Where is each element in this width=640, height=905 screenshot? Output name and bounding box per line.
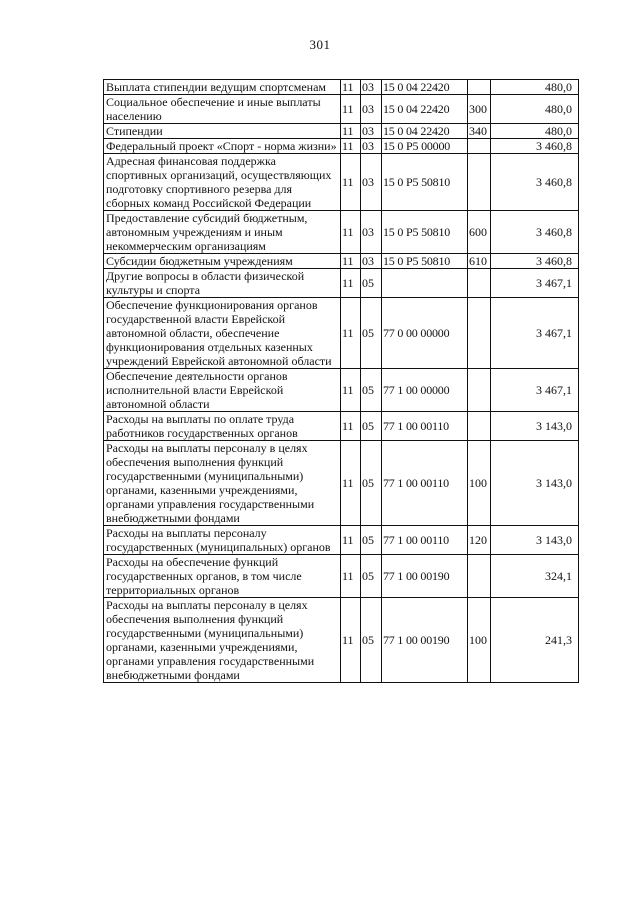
section-code-cell: 11 bbox=[341, 412, 361, 441]
row-name-cell: Адресная финансовая поддержка спортивных организаций, осуществляющих подготовку спортивного резерва для сборных команд Российской Федерации bbox=[104, 154, 341, 211]
section-code-cell: 11 bbox=[341, 526, 361, 555]
expense-type-code-cell: 610 bbox=[468, 254, 491, 269]
target-article-code-cell: 15 0 04 22420 bbox=[382, 124, 468, 139]
page-number: 301 bbox=[309, 37, 331, 52]
section-code-cell: 11 bbox=[341, 124, 361, 139]
target-article-code-cell: 77 0 00 00000 bbox=[382, 298, 468, 369]
target-article-code-cell: 15 0 P5 00000 bbox=[382, 139, 468, 154]
amount-cell: 3 460,8 bbox=[491, 154, 579, 211]
table-row bbox=[104, 412, 579, 441]
table-row bbox=[104, 269, 579, 298]
amount-cell: 480,0 bbox=[491, 95, 579, 124]
amount-cell: 3 143,0 bbox=[491, 441, 579, 526]
amount-cell: 3 467,1 bbox=[491, 298, 579, 369]
expense-type-code-cell: 120 bbox=[468, 526, 491, 555]
subsection-code-cell: 03 bbox=[361, 80, 382, 95]
expense-type-code-cell bbox=[468, 269, 491, 298]
expense-type-code-cell: 600 bbox=[468, 211, 491, 254]
target-article-code-cell: 15 0 04 22420 bbox=[382, 80, 468, 95]
amount-cell: 3 467,1 bbox=[491, 269, 579, 298]
expense-type-code-cell bbox=[468, 154, 491, 211]
subsection-code-cell: 03 bbox=[361, 95, 382, 124]
subsection-code-cell: 05 bbox=[361, 441, 382, 526]
section-code-cell: 11 bbox=[341, 555, 361, 598]
target-article-code-cell: 77 1 00 00000 bbox=[382, 369, 468, 412]
budget-table bbox=[103, 79, 579, 683]
expense-type-code-cell: 100 bbox=[468, 441, 491, 526]
row-name-cell: Другие вопросы в области физической культуры и спорта bbox=[104, 269, 341, 298]
section-code-cell: 11 bbox=[341, 95, 361, 124]
amount-cell: 3 143,0 bbox=[491, 412, 579, 441]
table-row bbox=[104, 555, 579, 598]
amount-cell: 3 467,1 bbox=[491, 369, 579, 412]
amount-cell: 480,0 bbox=[491, 124, 579, 139]
table-row bbox=[104, 369, 579, 412]
row-name-cell: Расходы на выплаты персоналу государственных (муниципальных) органов bbox=[104, 526, 341, 555]
row-name-cell: Расходы на выплаты по оплате труда работников государственных органов bbox=[104, 412, 341, 441]
subsection-code-cell: 05 bbox=[361, 555, 382, 598]
row-name-cell: Расходы на обеспечение функций государственных органов, в том числе территориальных органов bbox=[104, 555, 341, 598]
target-article-code-cell: 77 1 00 00110 bbox=[382, 441, 468, 526]
target-article-code-cell: 77 1 00 00190 bbox=[382, 555, 468, 598]
row-name-cell: Обеспечение функционирования органов государственной власти Еврейской автономной области, обеспечение функционирования отдельных казенных учреждений Еврейской автономной области bbox=[104, 298, 341, 369]
expense-type-code-cell bbox=[468, 298, 491, 369]
amount-cell: 3 460,8 bbox=[491, 139, 579, 154]
section-code-cell: 11 bbox=[341, 211, 361, 254]
amount-cell: 241,3 bbox=[491, 598, 579, 683]
row-name-cell: Расходы на выплаты персоналу в целях обеспечения выполнения функций государственными (муниципальными) органами, казенными учреждениями, органами управления государственными внебюджетными фондами bbox=[104, 441, 341, 526]
amount-cell: 3 143,0 bbox=[491, 526, 579, 555]
expense-type-code-cell: 340 bbox=[468, 124, 491, 139]
section-code-cell: 11 bbox=[341, 269, 361, 298]
expense-type-code-cell bbox=[468, 412, 491, 441]
row-name-cell: Социальное обеспечение и иные выплаты населению bbox=[104, 95, 341, 124]
target-article-code-cell: 15 0 P5 50810 bbox=[382, 154, 468, 211]
table-row bbox=[104, 154, 579, 211]
expense-type-code-cell: 100 bbox=[468, 598, 491, 683]
amount-cell: 3 460,8 bbox=[491, 211, 579, 254]
target-article-code-cell: 77 1 00 00190 bbox=[382, 598, 468, 683]
table-row bbox=[104, 80, 579, 95]
subsection-code-cell: 03 bbox=[361, 211, 382, 254]
section-code-cell: 11 bbox=[341, 441, 361, 526]
expense-type-code-cell bbox=[468, 80, 491, 95]
row-name-cell: Обеспечение деятельности органов исполнительной власти Еврейской автономной области bbox=[104, 369, 341, 412]
row-name-cell: Выплата стипендии ведущим спортсменам bbox=[104, 80, 341, 95]
table-row bbox=[104, 211, 579, 254]
subsection-code-cell: 05 bbox=[361, 598, 382, 683]
subsection-code-cell: 03 bbox=[361, 154, 382, 211]
expense-type-code-cell bbox=[468, 555, 491, 598]
row-name-cell: Субсидии бюджетным учреждениям bbox=[104, 254, 341, 269]
subsection-code-cell: 05 bbox=[361, 298, 382, 369]
table-row bbox=[104, 254, 579, 269]
section-code-cell: 11 bbox=[341, 80, 361, 95]
expense-type-code-cell bbox=[468, 139, 491, 154]
row-name-cell: Предоставление субсидий бюджетным, автономным учреждениям и иным некоммерческим организациям bbox=[104, 211, 341, 254]
row-name-cell: Стипендии bbox=[104, 124, 341, 139]
subsection-code-cell: 03 bbox=[361, 124, 382, 139]
amount-cell: 324,1 bbox=[491, 555, 579, 598]
table-row bbox=[104, 598, 579, 683]
expense-type-code-cell bbox=[468, 369, 491, 412]
amount-cell: 480,0 bbox=[491, 80, 579, 95]
section-code-cell: 11 bbox=[341, 598, 361, 683]
subsection-code-cell: 05 bbox=[361, 412, 382, 441]
target-article-code-cell: 77 1 00 00110 bbox=[382, 412, 468, 441]
subsection-code-cell: 05 bbox=[361, 369, 382, 412]
section-code-cell: 11 bbox=[341, 298, 361, 369]
subsection-code-cell: 05 bbox=[361, 269, 382, 298]
expense-type-code-cell: 300 bbox=[468, 95, 491, 124]
row-name-cell: Федеральный проект «Спорт - норма жизни» bbox=[104, 139, 341, 154]
subsection-code-cell: 03 bbox=[361, 139, 382, 154]
table-row bbox=[104, 139, 579, 154]
section-code-cell: 11 bbox=[341, 254, 361, 269]
table-row bbox=[104, 298, 579, 369]
subsection-code-cell: 05 bbox=[361, 526, 382, 555]
row-name-cell: Расходы на выплаты персоналу в целях обеспечения выполнения функций государственными (муниципальными) органами, казенными учреждениями, органами управления государственными внебюджетными фондами bbox=[104, 598, 341, 683]
target-article-code-cell: 15 0 P5 50810 bbox=[382, 211, 468, 254]
target-article-code-cell: 77 1 00 00110 bbox=[382, 526, 468, 555]
table-row bbox=[104, 95, 579, 124]
target-article-code-cell: 15 0 04 22420 bbox=[382, 95, 468, 124]
section-code-cell: 11 bbox=[341, 139, 361, 154]
target-article-code-cell: 15 0 P5 50810 bbox=[382, 254, 468, 269]
target-article-code-cell bbox=[382, 269, 468, 298]
section-code-cell: 11 bbox=[341, 369, 361, 412]
subsection-code-cell: 03 bbox=[361, 254, 382, 269]
table-row bbox=[104, 441, 579, 526]
table-row bbox=[104, 526, 579, 555]
table-row bbox=[104, 124, 579, 139]
amount-cell: 3 460,8 bbox=[491, 254, 579, 269]
section-code-cell: 11 bbox=[341, 154, 361, 211]
